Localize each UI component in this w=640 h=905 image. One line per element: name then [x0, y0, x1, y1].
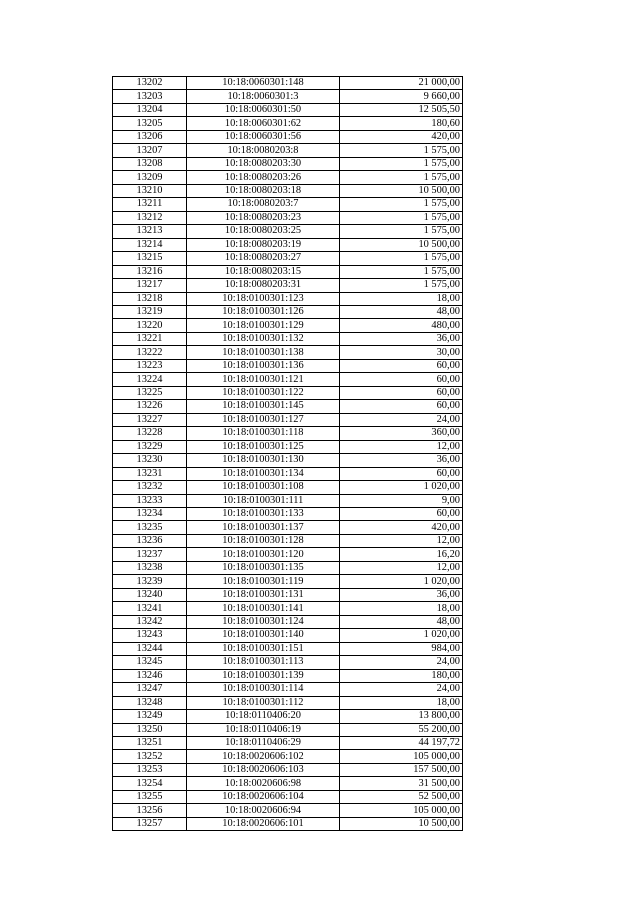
row-number-cell: 13231: [113, 467, 187, 480]
table-row: [113, 548, 463, 561]
amount-cell: 1 575,00: [340, 211, 463, 224]
table-row: [113, 696, 463, 709]
table-row: [113, 144, 463, 157]
row-number-cell: 13209: [113, 171, 187, 184]
row-number-cell: 13244: [113, 642, 187, 655]
amount-cell: 157 500,00: [340, 763, 463, 776]
amount-cell: 52 500,00: [340, 790, 463, 803]
amount-cell: 1 575,00: [340, 252, 463, 265]
cadastral-number-cell: 10:18:0100301:122: [187, 386, 340, 399]
row-number-cell: 13218: [113, 292, 187, 305]
registry-table-body: [113, 77, 463, 831]
row-number-cell: 13221: [113, 332, 187, 345]
amount-cell: 18,00: [340, 696, 463, 709]
table-row: [113, 440, 463, 453]
cadastral-number-cell: 10:18:0020606:94: [187, 804, 340, 817]
table-row: [113, 171, 463, 184]
row-number-cell: 13228: [113, 427, 187, 440]
row-number-cell: 13254: [113, 777, 187, 790]
cadastral-number-cell: 10:18:0020606:103: [187, 763, 340, 776]
row-number-cell: 13249: [113, 710, 187, 723]
amount-cell: 420,00: [340, 521, 463, 534]
amount-cell: 1 575,00: [340, 157, 463, 170]
row-number-cell: 13220: [113, 319, 187, 332]
cadastral-number-cell: 10:18:0100301:133: [187, 508, 340, 521]
table-row: [113, 346, 463, 359]
table-row: [113, 481, 463, 494]
amount-cell: 60,00: [340, 400, 463, 413]
amount-cell: 24,00: [340, 413, 463, 426]
table-row: [113, 736, 463, 749]
row-number-cell: 13207: [113, 144, 187, 157]
amount-cell: 10 500,00: [340, 184, 463, 197]
table-row: [113, 534, 463, 547]
row-number-cell: 13248: [113, 696, 187, 709]
amount-cell: 21 000,00: [340, 77, 463, 90]
table-row: [113, 265, 463, 278]
row-number-cell: 13204: [113, 103, 187, 116]
amount-cell: 1 575,00: [340, 144, 463, 157]
table-row: [113, 103, 463, 116]
cadastral-number-cell: 10:18:0060301:3: [187, 90, 340, 103]
cadastral-number-cell: 10:18:0080203:30: [187, 157, 340, 170]
row-number-cell: 13234: [113, 508, 187, 521]
table-row: [113, 602, 463, 615]
cadastral-number-cell: 10:18:0060301:50: [187, 103, 340, 116]
row-number-cell: 13239: [113, 575, 187, 588]
cadastral-number-cell: 10:18:0100301:140: [187, 629, 340, 642]
amount-cell: 12,00: [340, 534, 463, 547]
cadastral-number-cell: 10:18:0020606:98: [187, 777, 340, 790]
row-number-cell: 13250: [113, 723, 187, 736]
row-number-cell: 13242: [113, 615, 187, 628]
cadastral-number-cell: 10:18:0080203:27: [187, 252, 340, 265]
row-number-cell: 13211: [113, 198, 187, 211]
row-number-cell: 13215: [113, 252, 187, 265]
table-row: [113, 225, 463, 238]
table-row: [113, 508, 463, 521]
row-number-cell: 13212: [113, 211, 187, 224]
cadastral-number-cell: 10:18:0110406:19: [187, 723, 340, 736]
amount-cell: 44 197,72: [340, 736, 463, 749]
cadastral-number-cell: 10:18:0020606:104: [187, 790, 340, 803]
cadastral-number-cell: 10:18:0100301:114: [187, 683, 340, 696]
row-number-cell: 13240: [113, 588, 187, 601]
cadastral-number-cell: 10:18:0100301:108: [187, 481, 340, 494]
cadastral-number-cell: 10:18:0100301:145: [187, 400, 340, 413]
row-number-cell: 13238: [113, 561, 187, 574]
row-number-cell: 13219: [113, 305, 187, 318]
cadastral-number-cell: 10:18:0100301:126: [187, 305, 340, 318]
table-row: [113, 790, 463, 803]
amount-cell: 10 500,00: [340, 817, 463, 830]
table-row: [113, 77, 463, 90]
table-row: [113, 817, 463, 830]
table-row: [113, 373, 463, 386]
cadastral-number-cell: 10:18:0080203:7: [187, 198, 340, 211]
amount-cell: 24,00: [340, 656, 463, 669]
amount-cell: 480,00: [340, 319, 463, 332]
amount-cell: 36,00: [340, 454, 463, 467]
row-number-cell: 13227: [113, 413, 187, 426]
amount-cell: 10 500,00: [340, 238, 463, 251]
row-number-cell: 13210: [113, 184, 187, 197]
row-number-cell: 13241: [113, 602, 187, 615]
amount-cell: 1 020,00: [340, 575, 463, 588]
row-number-cell: 13217: [113, 279, 187, 292]
cadastral-number-cell: 10:18:0100301:111: [187, 494, 340, 507]
row-number-cell: 13245: [113, 656, 187, 669]
amount-cell: 60,00: [340, 386, 463, 399]
amount-cell: 180,60: [340, 117, 463, 130]
cadastral-number-cell: 10:18:0100301:123: [187, 292, 340, 305]
amount-cell: 360,00: [340, 427, 463, 440]
row-number-cell: 13222: [113, 346, 187, 359]
amount-cell: 60,00: [340, 508, 463, 521]
cadastral-number-cell: 10:18:0100301:125: [187, 440, 340, 453]
amount-cell: 420,00: [340, 130, 463, 143]
table-row: [113, 319, 463, 332]
table-row: [113, 252, 463, 265]
cadastral-number-cell: 10:18:0100301:136: [187, 359, 340, 372]
table-row: [113, 184, 463, 197]
cadastral-number-cell: 10:18:0080203:18: [187, 184, 340, 197]
table-row: [113, 521, 463, 534]
amount-cell: 18,00: [340, 602, 463, 615]
cadastral-number-cell: 10:18:0020606:101: [187, 817, 340, 830]
table-row: [113, 90, 463, 103]
amount-cell: 1 020,00: [340, 629, 463, 642]
amount-cell: 36,00: [340, 332, 463, 345]
cadastral-number-cell: 10:18:0100301:127: [187, 413, 340, 426]
cadastral-number-cell: 10:18:0100301:130: [187, 454, 340, 467]
row-number-cell: 13257: [113, 817, 187, 830]
table-row: [113, 454, 463, 467]
amount-cell: 180,00: [340, 669, 463, 682]
table-row: [113, 494, 463, 507]
row-number-cell: 13213: [113, 225, 187, 238]
registry-table: [112, 76, 463, 831]
amount-cell: 1 575,00: [340, 265, 463, 278]
cadastral-number-cell: 10:18:0100301:119: [187, 575, 340, 588]
table-row: [113, 130, 463, 143]
cadastral-number-cell: 10:18:0060301:56: [187, 130, 340, 143]
row-number-cell: 13208: [113, 157, 187, 170]
cadastral-number-cell: 10:18:0100301:138: [187, 346, 340, 359]
table-row: [113, 238, 463, 251]
amount-cell: 105 000,00: [340, 750, 463, 763]
cadastral-number-cell: 10:18:0100301:118: [187, 427, 340, 440]
row-number-cell: 13225: [113, 386, 187, 399]
cadastral-number-cell: 10:18:0080203:26: [187, 171, 340, 184]
table-row: [113, 427, 463, 440]
row-number-cell: 13233: [113, 494, 187, 507]
table-row: [113, 804, 463, 817]
cadastral-number-cell: 10:18:0080203:25: [187, 225, 340, 238]
amount-cell: 18,00: [340, 292, 463, 305]
amount-cell: 9,00: [340, 494, 463, 507]
amount-cell: 12 505,50: [340, 103, 463, 116]
amount-cell: 60,00: [340, 467, 463, 480]
table-row: [113, 642, 463, 655]
table-row: [113, 157, 463, 170]
amount-cell: 1 575,00: [340, 279, 463, 292]
amount-cell: 12,00: [340, 561, 463, 574]
table-row: [113, 305, 463, 318]
cadastral-number-cell: 10:18:0100301:128: [187, 534, 340, 547]
cadastral-number-cell: 10:18:0100301:124: [187, 615, 340, 628]
row-number-cell: 13235: [113, 521, 187, 534]
row-number-cell: 13243: [113, 629, 187, 642]
row-number-cell: 13252: [113, 750, 187, 763]
row-number-cell: 13255: [113, 790, 187, 803]
cadastral-number-cell: 10:18:0100301:139: [187, 669, 340, 682]
table-row: [113, 763, 463, 776]
amount-cell: 48,00: [340, 615, 463, 628]
amount-cell: 105 000,00: [340, 804, 463, 817]
table-row: [113, 561, 463, 574]
amount-cell: 1 020,00: [340, 481, 463, 494]
table-row: [113, 669, 463, 682]
cadastral-number-cell: 10:18:0110406:20: [187, 710, 340, 723]
cadastral-number-cell: 10:18:0100301:135: [187, 561, 340, 574]
amount-cell: 1 575,00: [340, 198, 463, 211]
amount-cell: 984,00: [340, 642, 463, 655]
row-number-cell: 13236: [113, 534, 187, 547]
cadastral-number-cell: 10:18:0060301:148: [187, 77, 340, 90]
table-row: [113, 588, 463, 601]
amount-cell: 36,00: [340, 588, 463, 601]
amount-cell: 1 575,00: [340, 225, 463, 238]
row-number-cell: 13202: [113, 77, 187, 90]
cadastral-number-cell: 10:18:0080203:19: [187, 238, 340, 251]
table-row: [113, 723, 463, 736]
cadastral-number-cell: 10:18:0100301:120: [187, 548, 340, 561]
row-number-cell: 13232: [113, 481, 187, 494]
row-number-cell: 13251: [113, 736, 187, 749]
cadastral-number-cell: 10:18:0100301:132: [187, 332, 340, 345]
table-row: [113, 386, 463, 399]
cadastral-number-cell: 10:18:0100301:134: [187, 467, 340, 480]
row-number-cell: 13253: [113, 763, 187, 776]
row-number-cell: 13203: [113, 90, 187, 103]
table-row: [113, 279, 463, 292]
row-number-cell: 13230: [113, 454, 187, 467]
cadastral-number-cell: 10:18:0100301:151: [187, 642, 340, 655]
amount-cell: 1 575,00: [340, 171, 463, 184]
cadastral-number-cell: 10:18:0080203:15: [187, 265, 340, 278]
table-row: [113, 211, 463, 224]
amount-cell: 31 500,00: [340, 777, 463, 790]
amount-cell: 16,20: [340, 548, 463, 561]
table-row: [113, 575, 463, 588]
amount-cell: 9 660,00: [340, 90, 463, 103]
cadastral-number-cell: 10:18:0100301:121: [187, 373, 340, 386]
row-number-cell: 13246: [113, 669, 187, 682]
amount-cell: 48,00: [340, 305, 463, 318]
table-row: [113, 198, 463, 211]
amount-cell: 24,00: [340, 683, 463, 696]
row-number-cell: 13247: [113, 683, 187, 696]
row-number-cell: 13223: [113, 359, 187, 372]
amount-cell: 60,00: [340, 373, 463, 386]
row-number-cell: 13216: [113, 265, 187, 278]
table-row: [113, 117, 463, 130]
row-number-cell: 13206: [113, 130, 187, 143]
table-row: [113, 292, 463, 305]
amount-cell: 60,00: [340, 359, 463, 372]
row-number-cell: 13237: [113, 548, 187, 561]
table-row: [113, 332, 463, 345]
cadastral-number-cell: 10:18:0100301:129: [187, 319, 340, 332]
row-number-cell: 13226: [113, 400, 187, 413]
table-row: [113, 750, 463, 763]
cadastral-number-cell: 10:18:0100301:141: [187, 602, 340, 615]
row-number-cell: 13205: [113, 117, 187, 130]
cadastral-number-cell: 10:18:0060301:62: [187, 117, 340, 130]
cadastral-number-cell: 10:18:0080203:31: [187, 279, 340, 292]
table-row: [113, 656, 463, 669]
table-row: [113, 615, 463, 628]
row-number-cell: 13224: [113, 373, 187, 386]
table-row: [113, 777, 463, 790]
amount-cell: 12,00: [340, 440, 463, 453]
table-row: [113, 359, 463, 372]
table-row: [113, 413, 463, 426]
row-number-cell: 13229: [113, 440, 187, 453]
table-row: [113, 467, 463, 480]
amount-cell: 30,00: [340, 346, 463, 359]
amount-cell: 55 200,00: [340, 723, 463, 736]
cadastral-number-cell: 10:18:0110406:29: [187, 736, 340, 749]
row-number-cell: 13256: [113, 804, 187, 817]
cadastral-number-cell: 10:18:0100301:131: [187, 588, 340, 601]
cadastral-number-cell: 10:18:0080203:23: [187, 211, 340, 224]
amount-cell: 13 800,00: [340, 710, 463, 723]
table-row: [113, 710, 463, 723]
table-row: [113, 683, 463, 696]
cadastral-number-cell: 10:18:0100301:137: [187, 521, 340, 534]
cadastral-number-cell: 10:18:0100301:112: [187, 696, 340, 709]
row-number-cell: 13214: [113, 238, 187, 251]
cadastral-number-cell: 10:18:0020606:102: [187, 750, 340, 763]
cadastral-number-cell: 10:18:0100301:113: [187, 656, 340, 669]
table-row: [113, 629, 463, 642]
table-row: [113, 400, 463, 413]
cadastral-number-cell: 10:18:0080203:8: [187, 144, 340, 157]
